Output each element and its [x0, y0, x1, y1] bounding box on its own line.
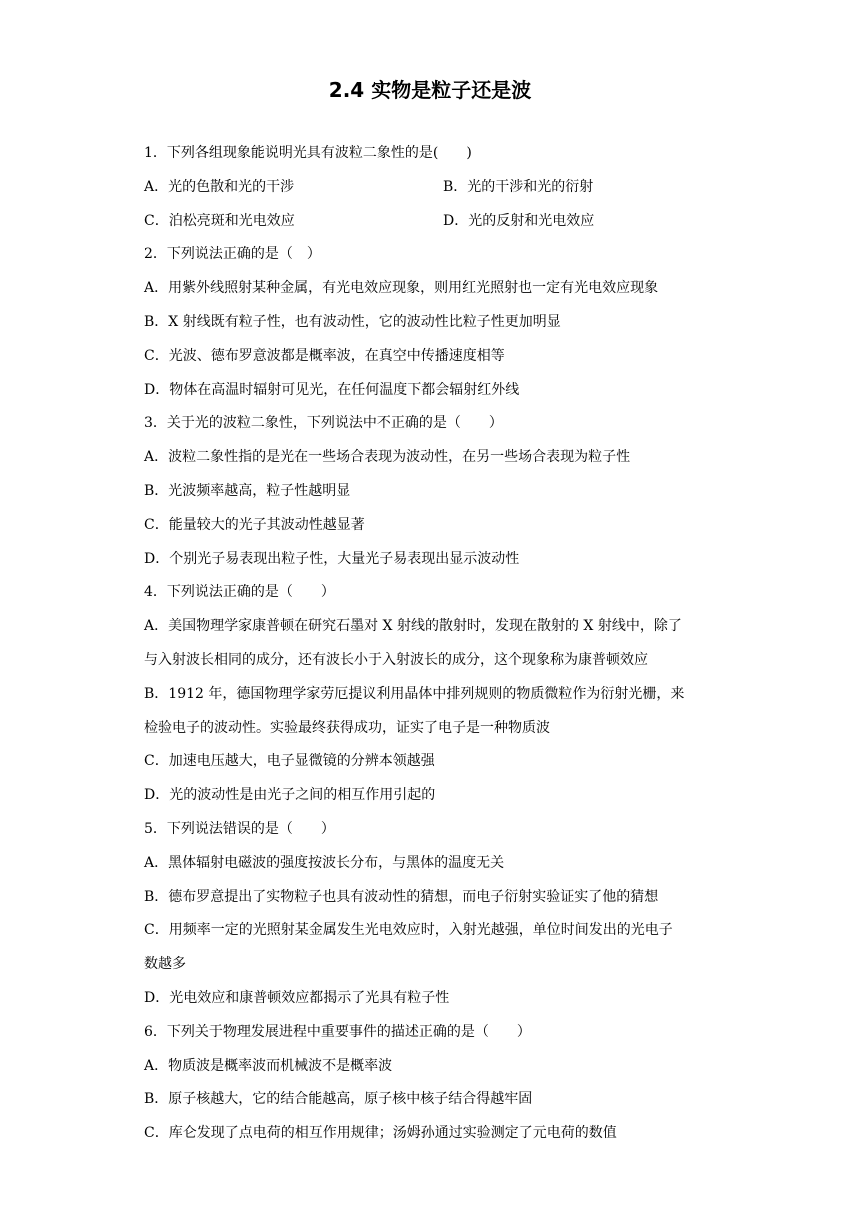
question-1-option-a: A．光的色散和光的干涉: [144, 178, 295, 195]
question-5-option-c-line-2: 数越多: [144, 956, 186, 973]
question-2-stem: 2．下列说法正确的是（ ）: [144, 246, 321, 263]
question-1-option-d: D．光的反射和光电效应: [443, 212, 595, 229]
page-title: 2.4 实物是粒子还是波: [328, 78, 532, 102]
question-3-option-d: D．个别光子易表现出粒子性，大量光子易表现出显示波动性: [144, 550, 520, 567]
question-6-option-c: C．库仑发现了点电荷的相互作用规律；汤姆孙通过实验测定了元电荷的数值: [144, 1125, 617, 1142]
question-3-option-a: A．波粒二象性指的是光在一些场合表现为波动性，在另一些场合表现为粒子性: [144, 449, 631, 466]
question-2-option-b: B．X 射线既有粒子性，也有波动性，它的波动性比粒子性更加明显: [144, 313, 561, 330]
question-5-option-c-line-1: C．用频率一定的光照射某金属发生光电效应时，入射光越强，单位时间发出的光电子: [144, 922, 673, 939]
question-2-option-c: C．光波、德布罗意波都是概率波，在真空中传播速度相等: [144, 347, 505, 364]
question-2-option-a: A．用紫外线照射某种金属，有光电效应现象，则用红光照射也一定有光电效应现象: [144, 280, 659, 297]
question-3-option-b: B．光波频率越高，粒子性越明显: [144, 482, 351, 499]
question-2-option-d: D．物体在高温时辐射可见光，在任何温度下都会辐射红外线: [144, 381, 520, 398]
question-1-stem: 1．下列各组现象能说明光具有波粒二象性的是( ): [144, 145, 472, 161]
question-list: [144, 137, 724, 1151]
question-1-options-row-2: [144, 205, 724, 239]
question-4-option-a-line-2: 与入射波长相同的成分，还有波长小于入射波长的成分，这个现象称为康普顿效应: [144, 651, 648, 668]
question-5-option-a: A．黑体辐射电磁波的强度按波长分布，与黑体的温度无关: [144, 854, 505, 871]
question-4-option-d: D．光的波动性是由光子之间的相互作用引起的: [144, 787, 436, 804]
question-6-stem: 6．下列关于物理发展进程中重要事件的描述正确的是（ ）: [144, 1023, 531, 1040]
question-4-option-a-line-1: A．美国物理学家康普顿在研究石墨对 X 射线的散射时，发现在散射的 X 射线中，除了: [144, 618, 682, 635]
question-4-option-b-line-1: B．1912 年，德国物理学家劳厄提议利用晶体中排列规则的物质微粒作为衍射光栅，来: [144, 685, 685, 702]
question-4-option-c: C．加速电压越大，电子显微镜的分辨本领越强: [144, 753, 435, 770]
question-3-stem: 3．关于光的波粒二象性，下列说法中不正确的是（ ）: [144, 415, 503, 432]
question-5-option-d: D．光电效应和康普顿效应都揭示了光具有粒子性: [144, 989, 450, 1006]
question-5-stem: 5．下列说法错误的是（ ）: [144, 820, 335, 837]
question-1-option-b: B．光的干涉和光的衍射: [443, 178, 594, 195]
question-3-option-c: C．能量较大的光子其波动性越显著: [144, 516, 365, 533]
question-4-option-b-line-2: 检验电子的波动性。实验最终获得成功，证实了电子是一种物质波: [144, 719, 550, 736]
question-6-option-a: A．物质波是概率波而机械波不是概率波: [144, 1057, 393, 1074]
question-1-option-c: C．泊松亮斑和光电效应: [144, 212, 295, 229]
question-5-option-b: B．德布罗意提出了实物粒子也具有波动性的猜想，而电子衍射实验证实了他的猜想: [144, 888, 659, 905]
question-1-options-row-1: [144, 171, 724, 205]
question-6-option-b: B．原子核越大，它的结合能越高，原子核中核子结合得越牢固: [144, 1091, 533, 1108]
question-4-stem: 4．下列说法正确的是（ ）: [144, 584, 335, 601]
